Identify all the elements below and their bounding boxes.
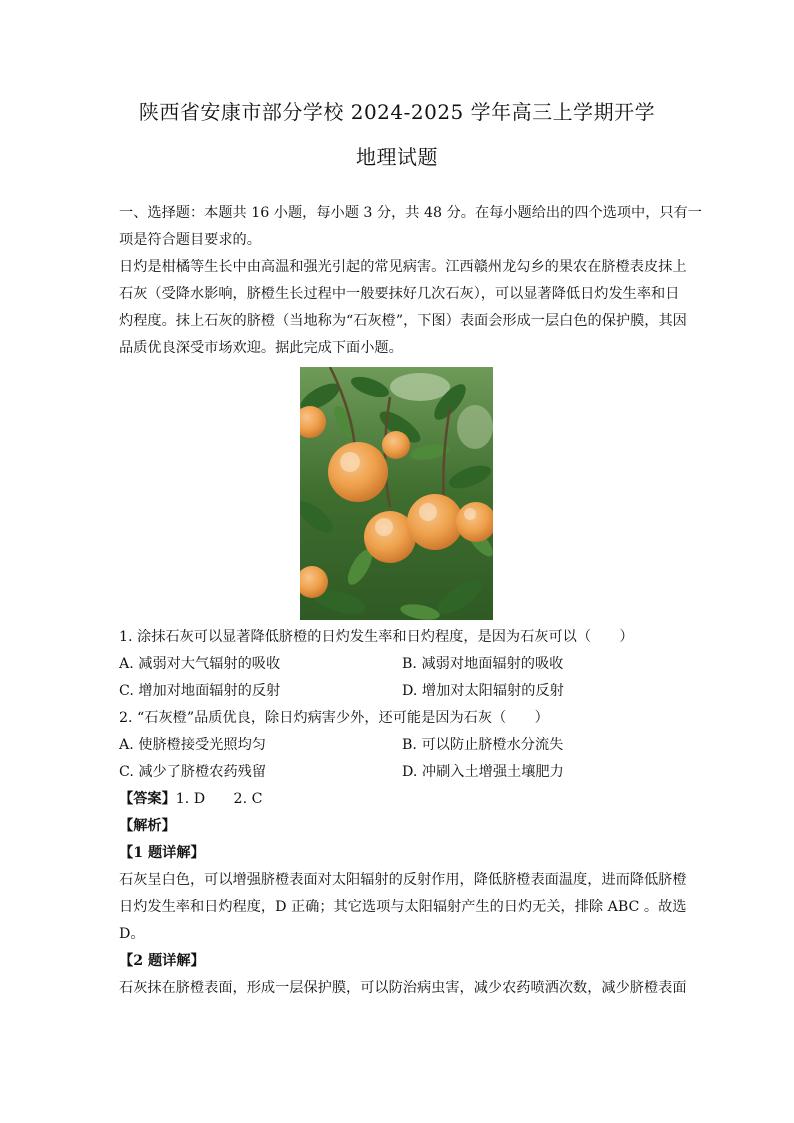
answer-value: 1. D 2. C bbox=[175, 791, 263, 807]
section-intro-line-1: 一、选择题：本题共 16 小题，每小题 3 分，共 48 分。在每小题给出的四个选项中，只有一 bbox=[119, 205, 702, 221]
analysis-label: 【解析】 bbox=[119, 818, 176, 834]
question-1-option-b: B. 减弱对地面辐射的吸收 bbox=[402, 656, 564, 672]
question-2-option-d: D. 冲刷入土增强土壤肥力 bbox=[402, 764, 564, 780]
answer-label: 【答案】 bbox=[119, 791, 176, 807]
question-1-option-d: D. 增加对太阳辐射的反射 bbox=[402, 683, 564, 699]
analysis-q1-label: 【1 题详解】 bbox=[119, 845, 205, 861]
question-1-stem: 1. 涂抹石灰可以显著降低脐橙的日灼发生率和日灼程度，是因为石灰可以（ ） bbox=[119, 629, 634, 645]
lime-coated-orange-photo bbox=[300, 367, 493, 620]
question-2-stem: 2. “石灰橙”品质优良，除日灼病害少外，还可能是因为石灰（ ） bbox=[119, 710, 549, 726]
question-1-option-a: A. 减弱对大气辐射的吸收 bbox=[119, 656, 281, 672]
analysis-q1-line-3: D。 bbox=[119, 926, 145, 942]
orange-tree-illustration bbox=[300, 367, 493, 620]
passage-line-2: 石灰（受降水影响，脐橙生长过程中一般要抹好几次石灰），可以显著降低日灼发生率和日 bbox=[119, 286, 680, 302]
question-2-option-a: A. 使脐橙接受光照均匀 bbox=[119, 737, 266, 753]
passage-line-1: 日灼是柑橘等生长中由高温和强光引起的常见病害。江西赣州龙勾乡的果农在脐橙表皮抹上 bbox=[119, 259, 687, 275]
question-2-option-c: C. 减少了脐橙农药残留 bbox=[119, 764, 267, 780]
passage-line-3: 灼程度。抹上石灰的脐橙（当地称为“石灰橙”，下图）表面会形成一层白色的保护膜，其因 bbox=[119, 313, 687, 329]
question-1-option-c: C. 增加对地面辐射的反射 bbox=[119, 683, 281, 699]
question-2-option-b: B. 可以防止脐橙水分流失 bbox=[402, 737, 564, 753]
answer-line bbox=[119, 786, 679, 813]
title-line-2: 地理试题 bbox=[356, 145, 438, 169]
passage-line-4: 品质优良深受市场欢迎。据此完成下面小题。 bbox=[119, 340, 403, 356]
analysis-q1-line-1: 石灰呈白色，可以增强脐橙表面对太阳辐射的反射作用，降低脐橙表面温度，进而降低脐橙 bbox=[119, 872, 687, 888]
analysis-q2-line-1: 石灰抹在脐橙表面，形成一层保护膜，可以防治病虫害，减少农药喷洒次数，减少脐橙表面 bbox=[119, 980, 687, 996]
analysis-q2-label: 【2 题详解】 bbox=[119, 953, 205, 969]
title-line-1: 陕西省安康市部分学校 2024-2025 学年高三上学期开学 bbox=[138, 100, 656, 124]
analysis-q1-line-2: 日灼发生率和日灼程度，D 正确；其它选项与太阳辐射产生的日灼无关，排除 ABC 。故选 bbox=[119, 899, 687, 915]
section-intro-line-2: 项是符合题目要求的。 bbox=[119, 232, 261, 248]
